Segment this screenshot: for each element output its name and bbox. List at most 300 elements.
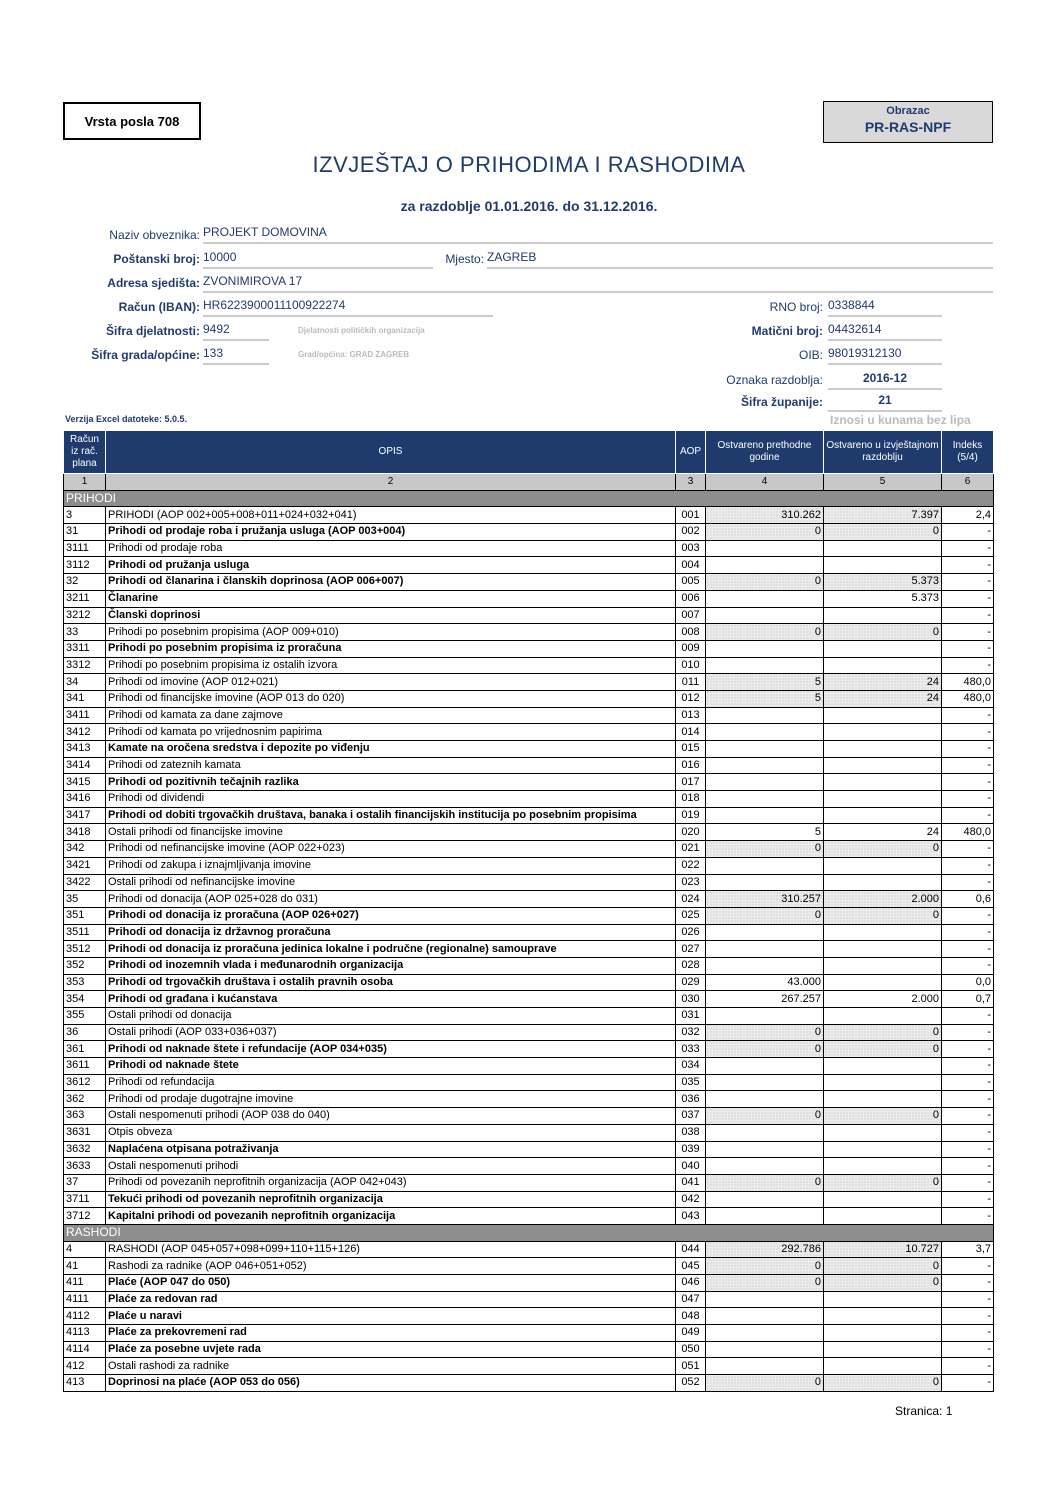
current-period-cell: [824, 1008, 942, 1025]
index-cell: 0,0: [942, 974, 994, 991]
previous-year-cell: [706, 757, 824, 774]
account-cell: 3422: [64, 874, 106, 891]
form-code-box: [823, 101, 993, 143]
table-row: [64, 607, 994, 624]
table-row: [64, 624, 994, 641]
account-cell: 3412: [64, 724, 106, 741]
previous-year-cell: [706, 741, 824, 758]
current-period-cell: [824, 707, 942, 724]
aop-cell: 044: [676, 1241, 706, 1258]
index-cell: -: [942, 574, 994, 591]
previous-year-cell: 0: [706, 1258, 824, 1275]
aop-cell: 015: [676, 741, 706, 758]
previous-year-cell: [706, 791, 824, 808]
aop-cell: 008: [676, 624, 706, 641]
col-header-izvjestajno: Ostvareno u izvještajnom razdoblju: [824, 431, 942, 474]
account-cell: 352: [64, 957, 106, 974]
previous-year-cell: [706, 1191, 824, 1208]
description-cell: Prihodi po posebnim propisima iz ostalih izvora: [106, 657, 676, 674]
form-code-label: Obrazac: [886, 105, 930, 117]
table-row: [64, 540, 994, 557]
aop-cell: 048: [676, 1308, 706, 1325]
description-cell: Prihodi od građana i kućanstava: [106, 991, 676, 1008]
description-cell: Prihodi od zakupa i iznajmljivanja imovine: [106, 857, 676, 874]
previous-year-cell: [706, 540, 824, 557]
account-cell: 3632: [64, 1141, 106, 1158]
table-body: [64, 474, 994, 1392]
description-cell: Prihodi od donacija iz proračuna (AOP 026+027): [106, 907, 676, 924]
index-cell: 0,6: [942, 891, 994, 908]
current-period-cell: [824, 1124, 942, 1141]
description-cell: Prihodi od nefinancijske imovine (AOP 022+023): [106, 841, 676, 858]
previous-year-cell: [706, 1141, 824, 1158]
previous-year-cell: [706, 1208, 824, 1225]
account-cell: 3413: [64, 741, 106, 758]
rno-label: RNO broj:: [769, 300, 823, 314]
current-period-cell: 0: [824, 1041, 942, 1058]
table-row: [64, 1141, 994, 1158]
account-cell: 3611: [64, 1058, 106, 1075]
index-cell: -: [942, 807, 994, 824]
index-cell: -: [942, 1258, 994, 1275]
current-period-cell: [824, 807, 942, 824]
aop-cell: 029: [676, 974, 706, 991]
account-cell: 363: [64, 1108, 106, 1125]
index-cell: -: [942, 941, 994, 958]
previous-year-cell: 0: [706, 1375, 824, 1392]
aop-cell: 052: [676, 1375, 706, 1392]
index-cell: -: [942, 957, 994, 974]
previous-year-cell: [706, 807, 824, 824]
page-number: Stranica: 1: [895, 1404, 953, 1418]
account-cell: 33: [64, 624, 106, 641]
description-cell: Prihodi od prodaje dugotrajne imovine: [106, 1091, 676, 1108]
naziv-value: PROJEKT DOMOVINA: [203, 225, 993, 244]
account-cell: 3411: [64, 707, 106, 724]
index-cell: -: [942, 791, 994, 808]
account-cell: 3712: [64, 1208, 106, 1225]
grad-value: 133: [203, 346, 269, 365]
maticni-value: 04432614: [828, 322, 942, 341]
account-cell: 4114: [64, 1341, 106, 1358]
account-cell: 3421: [64, 857, 106, 874]
grad-label: Šifra grada/općine:: [91, 348, 200, 362]
index-cell: 2,4: [942, 507, 994, 524]
previous-year-cell: 310.262: [706, 507, 824, 524]
current-period-cell: 0: [824, 907, 942, 924]
description-cell: Prihodi od prodaje roba i pružanja usluga (AOP 003+004): [106, 524, 676, 541]
table-row: [64, 1341, 994, 1358]
previous-year-cell: 0: [706, 524, 824, 541]
index-cell: -: [942, 774, 994, 791]
current-period-cell: [824, 657, 942, 674]
aop-cell: 046: [676, 1275, 706, 1292]
index-cell: -: [942, 1174, 994, 1191]
aop-cell: 016: [676, 757, 706, 774]
index-cell: -: [942, 557, 994, 574]
account-cell: 361: [64, 1041, 106, 1058]
previous-year-cell: 0: [706, 907, 824, 924]
account-cell: 4113: [64, 1325, 106, 1342]
form-type-box: Vrsta posla 708: [63, 102, 201, 140]
index-cell: -: [942, 1325, 994, 1342]
postanski-label: Poštanski broj:: [113, 252, 200, 266]
aop-cell: 026: [676, 924, 706, 941]
naziv-label: Naziv obveznika:: [109, 228, 200, 242]
table-row: [64, 1058, 994, 1075]
excel-version: Verzija Excel datoteke: 5.0.5.: [65, 414, 188, 424]
current-period-cell: 2.000: [824, 991, 942, 1008]
current-period-cell: [824, 741, 942, 758]
aop-cell: 007: [676, 607, 706, 624]
description-cell: Prihodi od naknade štete i refundacije (AOP 034+035): [106, 1041, 676, 1058]
description-cell: Ostali nespomenuti prihodi: [106, 1158, 676, 1175]
adresa-label: Adresa sjedišta:: [107, 276, 200, 290]
previous-year-cell: [706, 707, 824, 724]
previous-year-cell: [706, 1308, 824, 1325]
account-cell: 34: [64, 674, 106, 691]
djelatnost-label: Šifra djelatnosti:: [105, 324, 200, 338]
account-cell: 3633: [64, 1158, 106, 1175]
aop-cell: 010: [676, 657, 706, 674]
account-cell: 3415: [64, 774, 106, 791]
current-period-cell: [824, 924, 942, 941]
mjesto-value: ZAGREB: [487, 250, 993, 269]
account-cell: 362: [64, 1091, 106, 1108]
section-row: [64, 490, 994, 507]
account-cell: 354: [64, 991, 106, 1008]
table-row: [64, 807, 994, 824]
account-cell: 4112: [64, 1308, 106, 1325]
current-period-cell: 5.373: [824, 590, 942, 607]
current-period-cell: [824, 1325, 942, 1342]
aop-cell: 038: [676, 1124, 706, 1141]
table-row: [64, 590, 994, 607]
aop-cell: 035: [676, 1074, 706, 1091]
previous-year-cell: 267.257: [706, 991, 824, 1008]
table-row: [64, 991, 994, 1008]
aop-cell: 003: [676, 540, 706, 557]
current-period-cell: [824, 540, 942, 557]
col-number: 3: [676, 474, 706, 491]
oib-label: OIB:: [798, 348, 823, 362]
aop-cell: 037: [676, 1108, 706, 1125]
index-cell: -: [942, 1358, 994, 1375]
account-cell: 4111: [64, 1291, 106, 1308]
previous-year-cell: 0: [706, 624, 824, 641]
previous-year-cell: 43.000: [706, 974, 824, 991]
index-cell: -: [942, 707, 994, 724]
aop-cell: 033: [676, 1041, 706, 1058]
previous-year-cell: [706, 1358, 824, 1375]
previous-year-cell: [706, 590, 824, 607]
aop-cell: 040: [676, 1158, 706, 1175]
table-row: [64, 1241, 994, 1258]
aop-cell: 045: [676, 1258, 706, 1275]
current-period-cell: [824, 941, 942, 958]
description-cell: Plaće u naravi: [106, 1308, 676, 1325]
aop-cell: 014: [676, 724, 706, 741]
index-cell: -: [942, 657, 994, 674]
maticni-label: Matični broj:: [751, 324, 823, 338]
description-cell: Kapitalni prihodi od povezanih neprofitnih organizacija: [106, 1208, 676, 1225]
previous-year-cell: [706, 1158, 824, 1175]
report-table: [63, 430, 994, 1392]
current-period-cell: [824, 1191, 942, 1208]
oib-value: 98019312130: [828, 346, 942, 365]
aop-cell: 021: [676, 841, 706, 858]
table-row: [64, 791, 994, 808]
index-cell: -: [942, 924, 994, 941]
account-cell: 3111: [64, 540, 106, 557]
index-cell: -: [942, 540, 994, 557]
table-row: [64, 707, 994, 724]
column-number-row: [64, 474, 994, 491]
account-cell: 3512: [64, 941, 106, 958]
table-row: [64, 640, 994, 657]
account-cell: 3312: [64, 657, 106, 674]
aop-cell: 024: [676, 891, 706, 908]
aop-cell: 032: [676, 1024, 706, 1041]
current-period-cell: 10.727: [824, 1241, 942, 1258]
table-row: [64, 724, 994, 741]
account-cell: 412: [64, 1358, 106, 1375]
table-row: [64, 957, 994, 974]
index-cell: 480,0: [942, 824, 994, 841]
account-cell: 413: [64, 1375, 106, 1392]
index-cell: 480,0: [942, 674, 994, 691]
table-row: [64, 1208, 994, 1225]
index-cell: 3,7: [942, 1241, 994, 1258]
description-cell: Prihodi od donacija (AOP 025+028 do 031): [106, 891, 676, 908]
description-cell: Prihodi od refundacija: [106, 1074, 676, 1091]
section-title: RASHODI: [64, 1224, 994, 1241]
description-cell: Prihodi od pozitivnih tečajnih razlika: [106, 774, 676, 791]
index-cell: -: [942, 624, 994, 641]
index-cell: -: [942, 1074, 994, 1091]
index-cell: -: [942, 1124, 994, 1141]
table-row: [64, 1191, 994, 1208]
table-row: [64, 1124, 994, 1141]
index-cell: -: [942, 1275, 994, 1292]
col-number: 4: [706, 474, 824, 491]
description-cell: Prihodi po posebnim propisima (AOP 009+010): [106, 624, 676, 641]
table-row: [64, 1091, 994, 1108]
description-cell: Prihodi od donacija iz državnog proračuna: [106, 924, 676, 941]
index-cell: -: [942, 607, 994, 624]
previous-year-cell: [706, 724, 824, 741]
aop-cell: 049: [676, 1325, 706, 1342]
current-period-cell: [824, 1341, 942, 1358]
adresa-value: ZVONIMIROVA 17: [203, 274, 993, 293]
current-period-cell: [824, 1141, 942, 1158]
aop-cell: 039: [676, 1141, 706, 1158]
aop-cell: 004: [676, 557, 706, 574]
current-period-cell: [824, 974, 942, 991]
col-number: 5: [824, 474, 942, 491]
description-cell: RASHODI (AOP 045+057+098+099+110+115+126): [106, 1241, 676, 1258]
table-row: [64, 774, 994, 791]
previous-year-cell: 0: [706, 1174, 824, 1191]
table-row: [64, 1258, 994, 1275]
table-row: [64, 1291, 994, 1308]
current-period-cell: [824, 1058, 942, 1075]
current-period-cell: 24: [824, 674, 942, 691]
description-cell: Doprinosi na plaće (AOP 053 do 056): [106, 1375, 676, 1392]
account-cell: 32: [64, 574, 106, 591]
description-cell: Prihodi od zateznih kamata: [106, 757, 676, 774]
index-cell: -: [942, 1141, 994, 1158]
table-row: [64, 974, 994, 991]
page-title: IZVJEŠTAJ O PRIHODIMA I RASHODIMA: [312, 152, 746, 177]
index-cell: -: [942, 1041, 994, 1058]
report-period: za razdoblje 01.01.2016. do 31.12.2016.: [400, 198, 658, 214]
previous-year-cell: 5: [706, 690, 824, 707]
current-period-cell: [824, 1308, 942, 1325]
col-header-indeks: Indeks (5/4): [942, 431, 994, 474]
previous-year-cell: [706, 874, 824, 891]
index-cell: -: [942, 857, 994, 874]
previous-year-cell: [706, 1074, 824, 1091]
table-row: [64, 524, 994, 541]
previous-year-cell: [706, 857, 824, 874]
description-cell: Prihodi od naknade štete: [106, 1058, 676, 1075]
aop-cell: 050: [676, 1341, 706, 1358]
current-period-cell: 0: [824, 1108, 942, 1125]
zupanija-value: 21: [828, 393, 942, 412]
aop-cell: 005: [676, 574, 706, 591]
col-number: 2: [106, 474, 676, 491]
index-cell: -: [942, 1308, 994, 1325]
form-code: PR-RAS-NPF: [864, 119, 952, 135]
aop-cell: 030: [676, 991, 706, 1008]
account-cell: 3211: [64, 590, 106, 607]
table-row: [64, 891, 994, 908]
current-period-cell: [824, 1208, 942, 1225]
previous-year-cell: 0: [706, 1041, 824, 1058]
grad-desc: Grad/općina: GRAD ZAGREB: [298, 350, 410, 359]
current-period-cell: [824, 957, 942, 974]
previous-year-cell: 310.257: [706, 891, 824, 908]
description-cell: Prihodi od članarina i članskih doprinosa (AOP 006+007): [106, 574, 676, 591]
account-cell: 3112: [64, 557, 106, 574]
previous-year-cell: [706, 1124, 824, 1141]
zupanija-label: Šifra županije:: [740, 395, 823, 409]
index-cell: -: [942, 1158, 994, 1175]
previous-year-cell: 5: [706, 824, 824, 841]
account-cell: 37: [64, 1174, 106, 1191]
previous-year-cell: [706, 640, 824, 657]
section-title: PRIHODI: [64, 490, 994, 507]
table-row: [64, 557, 994, 574]
previous-year-cell: [706, 924, 824, 941]
index-cell: -: [942, 1341, 994, 1358]
table-row: [64, 1108, 994, 1125]
table-row: [64, 1074, 994, 1091]
col-header-racun: Račun iz rač. plana: [64, 431, 106, 474]
col-header-prethodne: Ostvareno prethodne godine: [706, 431, 824, 474]
account-cell: 4: [64, 1241, 106, 1258]
current-period-cell: [824, 857, 942, 874]
aop-cell: 036: [676, 1091, 706, 1108]
account-cell: 411: [64, 1275, 106, 1292]
previous-year-cell: [706, 774, 824, 791]
aop-cell: 025: [676, 907, 706, 924]
col-number: 6: [942, 474, 994, 491]
aop-cell: 041: [676, 1174, 706, 1191]
current-period-cell: 0: [824, 1258, 942, 1275]
description-cell: Prihodi od pružanja usluga: [106, 557, 676, 574]
description-cell: Plaće (AOP 047 do 050): [106, 1275, 676, 1292]
previous-year-cell: [706, 607, 824, 624]
description-cell: Članarine: [106, 590, 676, 607]
racun-label: Račun (IBAN):: [118, 300, 200, 314]
account-cell: 3612: [64, 1074, 106, 1091]
index-cell: 0,7: [942, 991, 994, 1008]
table-row: [64, 574, 994, 591]
index-cell: -: [942, 1091, 994, 1108]
index-cell: -: [942, 1208, 994, 1225]
description-cell: Otpis obveza: [106, 1124, 676, 1141]
table-row: [64, 924, 994, 941]
description-cell: Tekući prihodi od povezanih neprofitnih organizacija: [106, 1191, 676, 1208]
current-period-cell: 24: [824, 824, 942, 841]
table-row: [64, 874, 994, 891]
current-period-cell: [824, 724, 942, 741]
postanski-value: 10000: [203, 250, 433, 269]
aop-cell: 023: [676, 874, 706, 891]
djelatnost-desc: Djelatnosti političkih organizacija: [298, 326, 425, 335]
previous-year-cell: [706, 1291, 824, 1308]
account-cell: 41: [64, 1258, 106, 1275]
description-cell: Prihodi od dividendi: [106, 791, 676, 808]
previous-year-cell: [706, 1091, 824, 1108]
account-cell: 3711: [64, 1191, 106, 1208]
description-cell: Ostali nespomenuti prihodi (AOP 038 do 040): [106, 1108, 676, 1125]
aop-cell: 020: [676, 824, 706, 841]
description-cell: Prihodi od inozemnih vlada i međunarodnih organizacija: [106, 957, 676, 974]
previous-year-cell: [706, 941, 824, 958]
index-cell: -: [942, 874, 994, 891]
description-cell: Ostali prihodi od nefinancijske imovine: [106, 874, 676, 891]
description-cell: PRIHODI (AOP 002+005+008+011+024+032+041): [106, 507, 676, 524]
aop-cell: 006: [676, 590, 706, 607]
account-cell: 3416: [64, 791, 106, 808]
index-cell: -: [942, 757, 994, 774]
account-cell: 341: [64, 690, 106, 707]
table-row: [64, 1024, 994, 1041]
account-cell: 35: [64, 891, 106, 908]
djelatnost-value: 9492: [203, 322, 269, 341]
account-cell: 3418: [64, 824, 106, 841]
index-cell: -: [942, 907, 994, 924]
racun-value: HR6223900011100922274: [203, 298, 493, 317]
aop-cell: 047: [676, 1291, 706, 1308]
description-cell: Rashodi za radnike (AOP 046+051+052): [106, 1258, 676, 1275]
table-row: [64, 1174, 994, 1191]
aop-cell: 022: [676, 857, 706, 874]
current-period-cell: [824, 640, 942, 657]
current-period-cell: [824, 1158, 942, 1175]
description-cell: Ostali rashodi za radnike: [106, 1358, 676, 1375]
previous-year-cell: [706, 1341, 824, 1358]
account-cell: 351: [64, 907, 106, 924]
description-cell: Ostali prihodi od donacija: [106, 1008, 676, 1025]
table-row: [64, 690, 994, 707]
index-cell: -: [942, 1375, 994, 1392]
table-row: [64, 941, 994, 958]
table-row: [64, 1308, 994, 1325]
